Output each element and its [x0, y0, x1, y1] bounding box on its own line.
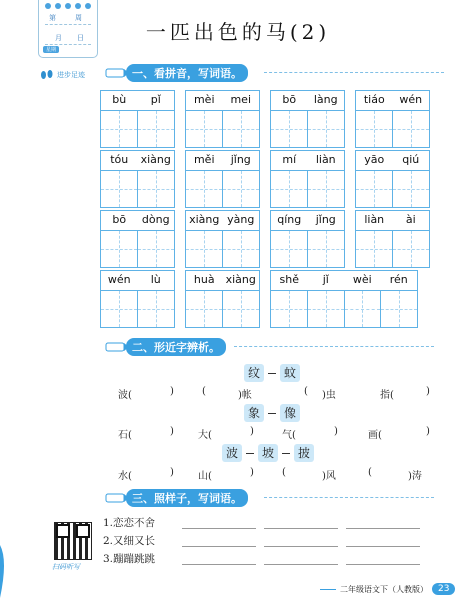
- section1-header: [104, 64, 444, 82]
- section2-header: [104, 338, 444, 356]
- answer-cells[interactable]: [270, 110, 345, 148]
- answer-line[interactable]: [264, 528, 338, 529]
- answer-cells[interactable]: [355, 110, 430, 148]
- char-tile: 象: [244, 404, 264, 422]
- week-suffix: 周: [75, 14, 82, 22]
- fill-text: 气(: [282, 430, 296, 441]
- char-triple-3: [222, 444, 314, 462]
- answer-cells[interactable]: [100, 170, 175, 208]
- section2-title: 二、形近字辨析。: [126, 338, 226, 356]
- fill-text: (: [304, 386, 308, 397]
- char-tile: 蚊: [280, 364, 300, 382]
- answer-line[interactable]: [346, 528, 420, 529]
- pinyin-row-1: [100, 90, 430, 148]
- fill-text: ): [426, 426, 430, 437]
- char-tile: 坡: [258, 444, 278, 462]
- answer-line[interactable]: [264, 564, 338, 565]
- char-tile: 披: [294, 444, 314, 462]
- fill-text: 波(: [118, 390, 132, 401]
- weekday-badge: 星期: [43, 46, 59, 53]
- fill-text: ): [426, 386, 430, 397]
- fill-text: )风: [322, 471, 336, 482]
- fill-text: (: [202, 386, 206, 397]
- answer-line[interactable]: [182, 546, 256, 547]
- binder-rings: [45, 3, 91, 9]
- char-tile: 像: [280, 404, 300, 422]
- answer-line[interactable]: [264, 546, 338, 547]
- answer-line[interactable]: [182, 564, 256, 565]
- footer-arrow-icon: [320, 589, 336, 590]
- word-box: bō làng: [270, 90, 345, 148]
- answer-cells[interactable]: [270, 230, 345, 268]
- word-box: wén lù: [100, 270, 175, 328]
- answer-cells[interactable]: [100, 290, 175, 328]
- day-label: 日: [77, 34, 84, 42]
- fill-text: 画(: [368, 430, 382, 441]
- char-pair-2: [244, 404, 300, 422]
- fill-text: 指(: [380, 390, 394, 401]
- answer-cells[interactable]: [100, 110, 175, 148]
- section3-header: [104, 489, 444, 507]
- answer-cells[interactable]: [270, 290, 418, 328]
- word-box: tóu xiàng: [100, 150, 175, 208]
- word-box: xiàng yàng: [185, 210, 260, 268]
- footprints-icon: [40, 70, 54, 80]
- month-label: 月: [55, 34, 62, 42]
- word-box: mèi mei: [185, 90, 260, 148]
- page-title: 一匹出色的马(2): [145, 20, 331, 44]
- progress-label: 进步足迹: [57, 71, 85, 79]
- word-box: yāo qiú: [355, 150, 430, 208]
- answer-cells[interactable]: [185, 110, 260, 148]
- fill-text: )帐: [238, 390, 252, 401]
- answer-cells[interactable]: [185, 230, 260, 268]
- word-box: měi jǐng: [185, 150, 260, 208]
- answer-line[interactable]: [346, 564, 420, 565]
- fill-text: ): [334, 426, 338, 437]
- fill-text: ): [250, 467, 254, 478]
- answer-cells[interactable]: [270, 170, 345, 208]
- fill-text: ): [170, 467, 174, 478]
- pinyin-row-2: [100, 150, 430, 208]
- word-box: tiáo wén: [355, 90, 430, 148]
- fill-text: (: [368, 467, 372, 478]
- fill-text: 石(: [118, 430, 132, 441]
- answer-line[interactable]: [182, 528, 256, 529]
- fill-text: ): [170, 386, 174, 397]
- example-item: 1.恋恋不舍: [103, 516, 156, 529]
- fill-text: 水(: [118, 471, 132, 482]
- example-list: [103, 514, 155, 566]
- page-edge: [0, 0, 10, 598]
- answer-cells[interactable]: [355, 230, 430, 268]
- word-box: bō dòng: [100, 210, 175, 268]
- section1-title: 一、看拼音，写词语。: [126, 64, 248, 82]
- qr-caption: 扫码听写: [52, 563, 80, 571]
- qr-code[interactable]: [54, 522, 92, 560]
- fill-text: 山(: [198, 471, 212, 482]
- word-box: bù pǐ: [100, 90, 175, 148]
- page-footer: [320, 583, 455, 595]
- example-item: 2.又细又长: [103, 534, 156, 547]
- dashed-rule: [264, 497, 434, 498]
- char-tile: 波: [222, 444, 242, 462]
- word-box: shě jǐ wèi rén: [270, 270, 418, 328]
- book-title: 二年级语文下（人教版）: [340, 584, 428, 594]
- fill-text: )涛: [408, 471, 422, 482]
- pinyin-row-4: [100, 270, 418, 328]
- word-box: huà xiàng: [185, 270, 260, 328]
- section3-title: 三、照样子，写词语。: [126, 489, 248, 507]
- fill-text: ): [250, 426, 254, 437]
- answer-cells[interactable]: [355, 170, 430, 208]
- char-tile: 纹: [244, 364, 264, 382]
- answer-cells[interactable]: [185, 290, 260, 328]
- page-number: 23: [432, 583, 455, 595]
- dashed-rule: [234, 346, 434, 347]
- progress-tracker: [40, 70, 85, 80]
- fill-text: )虫: [322, 390, 336, 401]
- word-box: liàn ài: [355, 210, 430, 268]
- answer-cells[interactable]: [100, 230, 175, 268]
- word-box: qíng jǐng: [270, 210, 345, 268]
- char-pair-1: [244, 364, 300, 382]
- pinyin-row-3: [100, 210, 430, 268]
- dashed-rule: [264, 72, 444, 73]
- fill-text: 大(: [198, 430, 212, 441]
- word-box: mí liàn: [270, 150, 345, 208]
- example-item: 3.蹦蹦跳跳: [103, 552, 156, 565]
- answer-cells[interactable]: [185, 170, 260, 208]
- fill-text: ): [170, 426, 174, 437]
- fill-text: (: [282, 467, 286, 478]
- week-prefix: 第: [49, 14, 56, 22]
- answer-line[interactable]: [346, 546, 420, 547]
